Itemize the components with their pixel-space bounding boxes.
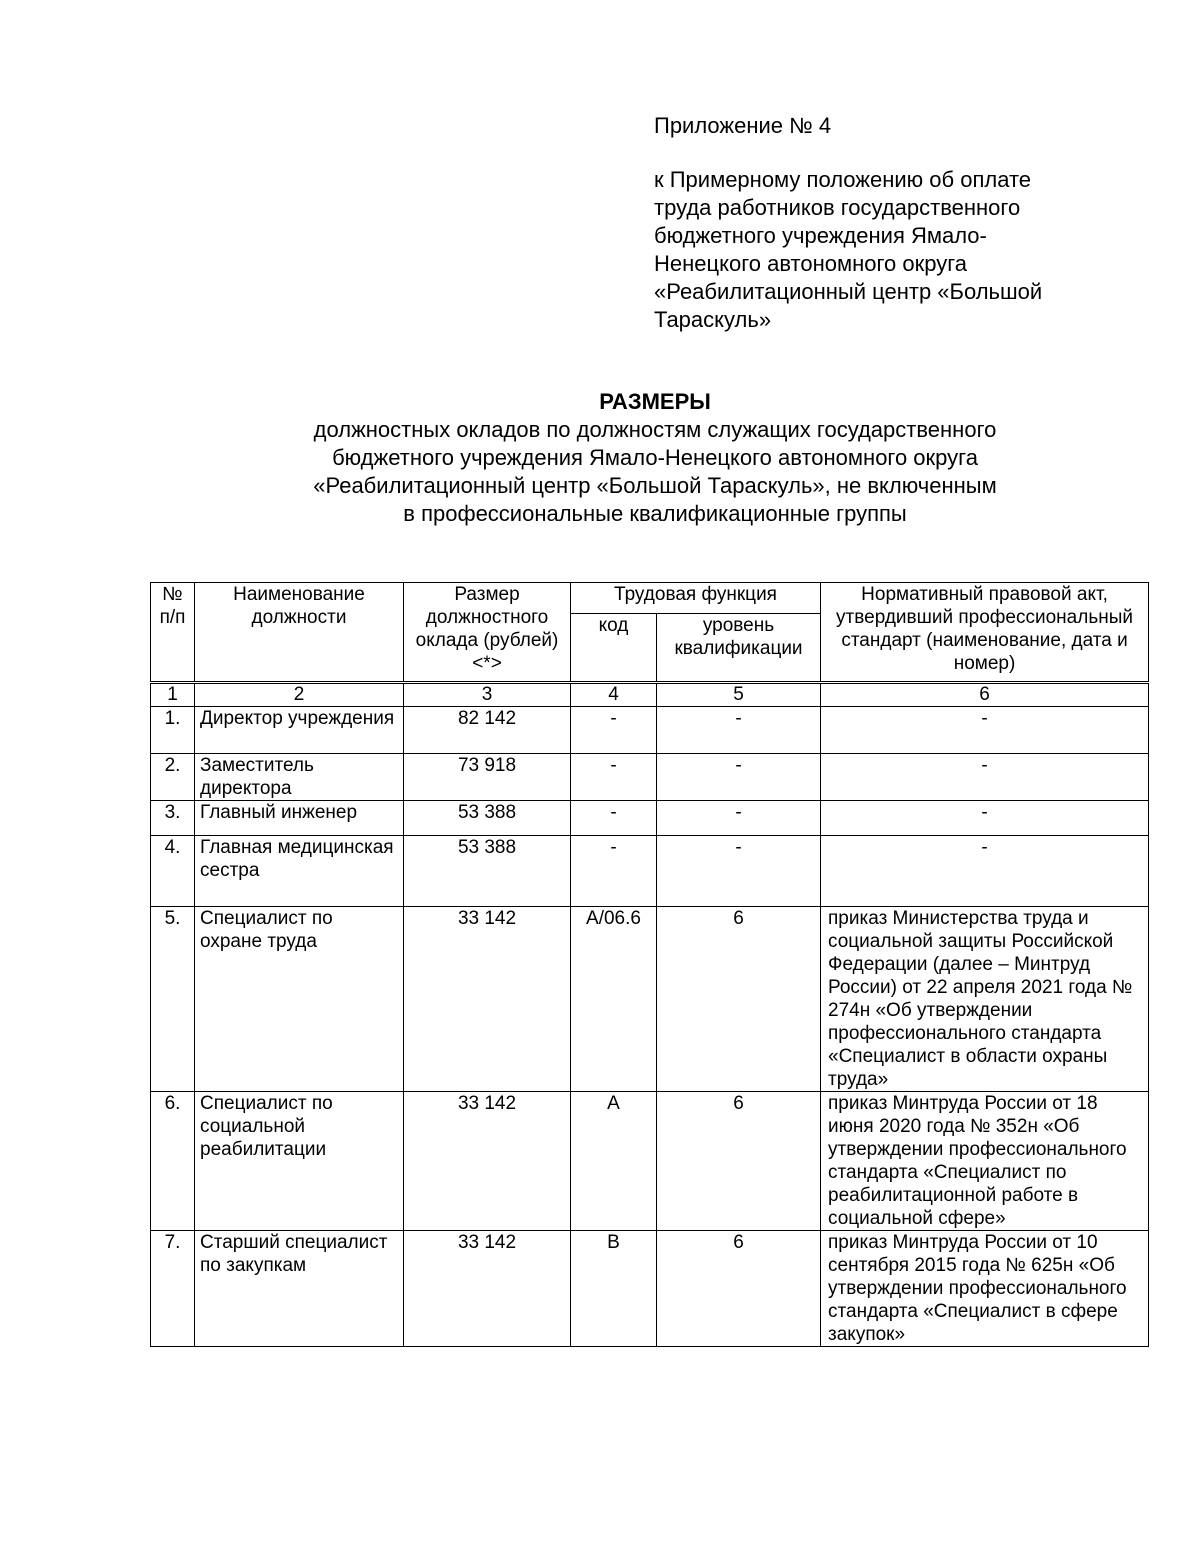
appendix-number: Приложение № 4 [654,113,832,138]
row-num: 2. [151,754,195,801]
table-row [151,1092,1149,1231]
row-num: 5. [151,907,195,1092]
row-code: A/06.6 [571,907,657,1092]
title-heading: РАЗМЕРЫ [599,389,711,414]
header-row [151,583,1149,614]
row-salary: 53 388 [404,836,571,907]
row-name: Специалист по охране труда [195,907,404,1092]
column-number: 1 [151,683,195,707]
header-act: Нормативный правовой акт, утвердивший профессиональный стандарт (наименование, дата и номер) [821,583,1149,683]
table-row [151,1231,1149,1347]
column-number: 4 [571,683,657,707]
header-code: код [571,614,657,683]
row-salary: 53 388 [404,801,571,836]
column-number: 6 [821,683,1149,707]
document-title [150,388,1160,528]
row-salary: 33 142 [404,907,571,1092]
row-act: - [821,801,1149,836]
row-salary: 82 142 [404,707,571,754]
row-name: Заместитель директора [195,754,404,801]
row-act: приказ Минтруда России от 10 сентября 2015 года № 625н «Об утверждении профессионального стандарта «Специалист в сфере закупок» [821,1231,1149,1347]
appendix-line: Ненецкого автономного округа [654,251,968,276]
row-code: - [571,707,657,754]
row-code: А [571,1092,657,1231]
row-act: - [821,836,1149,907]
row-code: - [571,754,657,801]
row-code: В [571,1231,657,1347]
row-name: Старший специалист по закупкам [195,1231,404,1347]
salary-table [150,582,1149,1347]
table-row [151,707,1149,754]
table-row [151,907,1149,1092]
row-code: - [571,836,657,907]
row-num: 1. [151,707,195,754]
appendix-line: труда работников государственного [654,195,1021,220]
row-num: 3. [151,801,195,836]
title-line: «Реабилитационный центр «Большой Тараскуль», не включенным [313,473,997,498]
row-code: - [571,801,657,836]
row-level: - [657,836,821,907]
row-name: Главный инженер [195,801,404,836]
appendix-line: к Примерному положению об оплате [654,167,1032,192]
column-number: 5 [657,683,821,707]
row-act: - [821,707,1149,754]
row-level: - [657,707,821,754]
row-name: Специалист по социальной реабилитации [195,1092,404,1231]
title-line: в профессиональные квалификационные группы [403,501,907,526]
header-function: Трудовая функция [571,583,821,614]
appendix-reference [654,112,1154,334]
title-line: бюджетного учреждения Ямало-Ненецкого автономного округа [332,445,978,470]
row-level: 6 [657,907,821,1092]
row-salary: 33 142 [404,1231,571,1347]
row-level: 6 [657,1231,821,1347]
row-act: приказ Минтруда России от 18 июня 2020 года № 352н «Об утверждении профессионального стандарта «Специалист по реабилитационной работе в социальной сфере» [821,1092,1149,1231]
table-row [151,801,1149,836]
title-line: должностных окладов по должностям служащих государственного [313,417,997,442]
column-number-row [151,683,1149,707]
column-number: 3 [404,683,571,707]
header-num: № п/п [151,583,195,683]
row-act: приказ Министерства труда и социальной защиты Российской Федерации (далее – Минтруд России) от 22 апреля 2021 года № 274н «Об утверждении профессионального стандарта «Специалист в области охраны труда» [821,907,1149,1092]
appendix-line: бюджетного учреждения Ямало- [654,223,987,248]
row-name: Главная медицинская сестра [195,836,404,907]
row-level: - [657,801,821,836]
row-level: 6 [657,1092,821,1231]
appendix-line: «Реабилитационный центр «Большой [654,279,1043,304]
row-name: Директор учреждения [195,707,404,754]
row-level: - [657,754,821,801]
table-row [151,836,1149,907]
header-level: уровень квалификации [657,614,821,683]
header-name: Наименование должности [195,583,404,683]
row-salary: 73 918 [404,754,571,801]
row-act: - [821,754,1149,801]
row-salary: 33 142 [404,1092,571,1231]
row-num: 6. [151,1092,195,1231]
row-num: 7. [151,1231,195,1347]
appendix-line: Тараскуль» [654,307,772,332]
table-row [151,754,1149,801]
row-num: 4. [151,836,195,907]
header-salary: Размер должностного оклада (рублей) <*> [404,583,571,683]
column-number: 2 [195,683,404,707]
